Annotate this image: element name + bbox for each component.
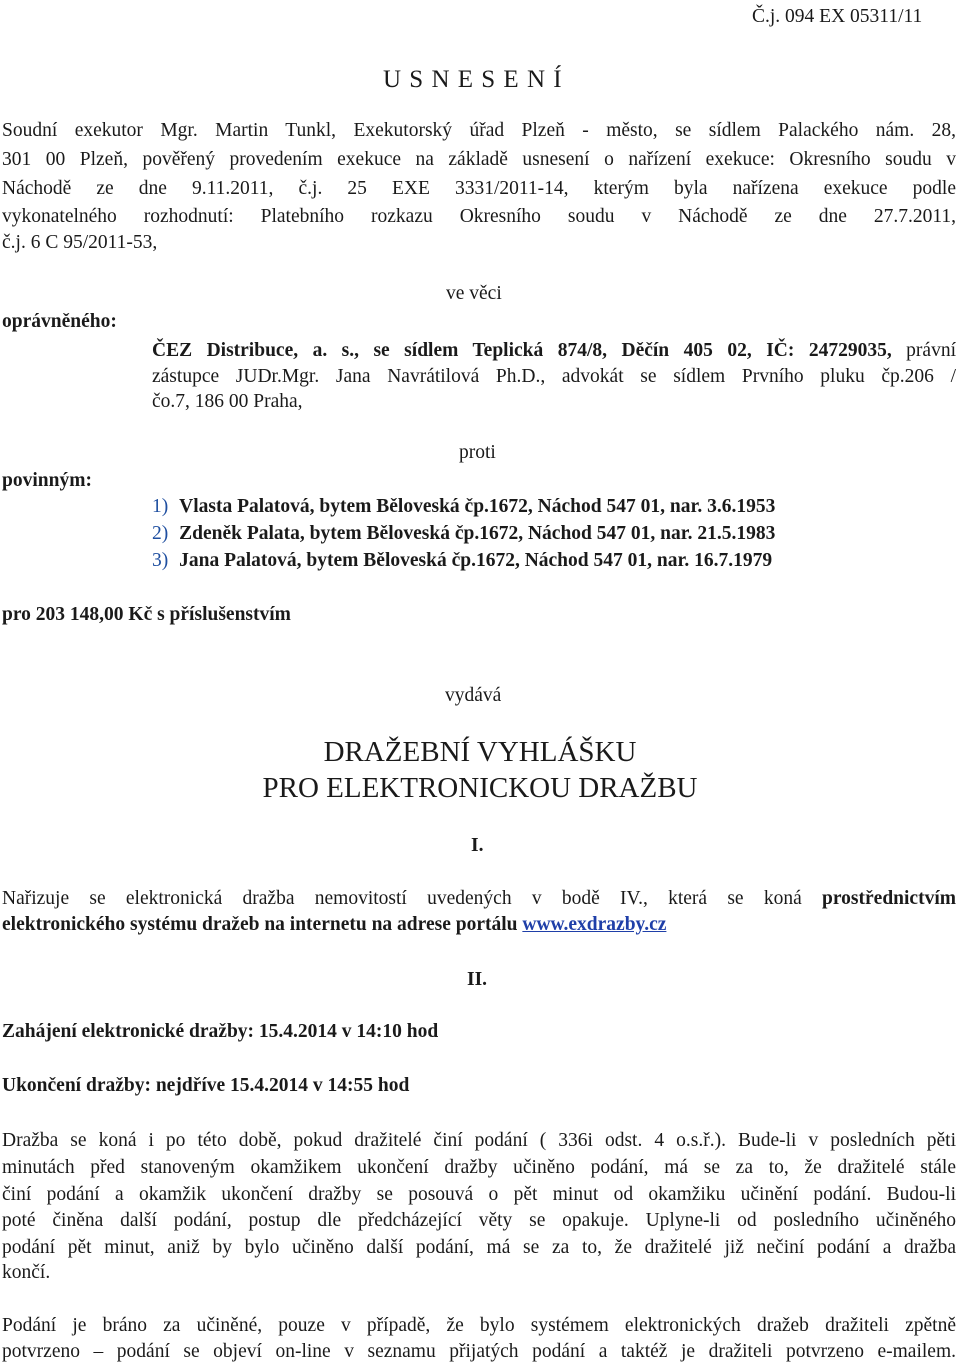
povinny-item-number: 2) [152, 523, 169, 544]
case-reference: Č.j. 094 EX 05311/11 [752, 6, 923, 27]
section-2-number: II. [467, 969, 488, 990]
povinny-item-2 [152, 523, 775, 545]
p1-line-5: podání pět minut, aniž by bylo učiněno další podání, má se za to, že dražitelé již nečiní podání a dražba [2, 1237, 956, 1258]
povinny-item-text: Vlasta Palatová, bytem Běloveská čp.1672, Náchod 547 01, nar. 3.6.1953 [179, 496, 776, 517]
p1-line-4: poté činěna další podání, postup dle předcházející věty se opakuje. Uplyne-li od posledního učiněného [2, 1210, 956, 1231]
povinny-item-number: 3) [152, 550, 169, 571]
p2-line-2: potvrzeno – podání se objeví on-line v seznamu přijatých podání a taktéž je dražiteli potvrzeno e-mailem. [2, 1341, 956, 1362]
main-heading-line-1: DRAŽEBNÍ VYHLÁŠKU [323, 736, 637, 768]
section-1-number: I. [471, 835, 484, 856]
povinny-item-text: Jana Palatová, bytem Běloveská čp.1672, Náchod 547 01, nar. 16.7.1979 [179, 550, 773, 571]
opravneny-line-1 [152, 338, 956, 364]
opravneny-name: ČEZ Distribuce, a. s., se sídlem Teplická 874/8, Děčín 405 02, IČ: 24729035, [152, 340, 892, 361]
main-heading-line-2: PRO ELEKTRONICKOU DRAŽBU [262, 772, 698, 804]
p1-line-1: Dražba se koná i po této době, pokud dražitelé činí podání ( 336i odst. 4 o.s.ř.). Bude-li v posledních pěti [2, 1130, 956, 1151]
auction-end: Ukončení dražby: nejdříve 15.4.2014 v 14:55 hod [2, 1075, 410, 1096]
povinny-item-number: 1) [152, 496, 169, 517]
intro-line-1: Soudní exekutor Mgr. Martin Tunkl, Exekutorský úřad Plzeň - město, se sídlem Palackého nám. 28, [2, 120, 956, 141]
vydava-label: vydává [445, 685, 502, 706]
auction-start: Zahájení elektronické dražby: 15.4.2014 v 14:10 hod [2, 1021, 439, 1042]
section-1-portal-text: elektronického systému dražeb na internetu na adrese portálu [2, 914, 523, 935]
povinny-item-3 [152, 550, 772, 572]
p1-line-3: činí podání a okamžik ukončení dražby se posouvá o pět minut od okamžiku učinění podání. Budou-li [2, 1184, 956, 1205]
intro-line-5: č.j. 6 C 95/2011-53, [2, 232, 158, 253]
opravneny-label: oprávněného: [2, 311, 117, 332]
opravneny-line-2: zástupce JUDr.Mgr. Jana Navrátilová Ph.D., advokát se sídlem Prvního pluku čp.206 / [152, 366, 956, 387]
claim-amount: pro 203 148,00 Kč s příslušenstvím [2, 604, 291, 625]
intro-line-3: Náchodě ze dne 9.11.2011, č.j. 25 EXE 3331/2011-14, kterým byla nařízena exekuce podle [2, 178, 956, 199]
section-1-line-2 [2, 914, 666, 936]
section-1-text: Nařizuje se elektronická dražba nemovitostí uvedených v bodě IV., která se koná [2, 888, 823, 909]
proti-label: proti [459, 442, 496, 463]
povinny-label: povinným: [2, 470, 92, 491]
exdrazby-link[interactable]: www.exdrazby.cz [522, 914, 667, 935]
povinny-item-1 [152, 496, 775, 518]
intro-line-2: 301 00 Plzeň, pověřený provedením exekuce na základě usnesení o nařízení exekuce: Okresního soudu v [2, 149, 956, 170]
opravneny-line-3: čo.7, 186 00 Praha, [152, 391, 303, 412]
document-title: U S N E S E N Í [383, 66, 563, 93]
povinny-item-text: Zdeněk Palata, bytem Běloveská čp.1672, Náchod 547 01, nar. 21.5.1983 [179, 523, 776, 544]
section-1-bold: prostřednictvím [822, 888, 956, 909]
ve-veci-label: ve věci [446, 283, 502, 304]
opravneny-rest: právní [891, 340, 956, 361]
p1-line-2: minutách před stanoveným okamžikem ukončení dražby učiněno podání, má se za to, že dražitelé stále [2, 1157, 956, 1178]
intro-line-4: vykonatelného rozhodnutí: Platebního rozkazu Okresního soudu v Náchodě ze dne 27.7.2011, [2, 206, 956, 227]
p1-line-6: končí. [2, 1262, 51, 1283]
section-1-line-1 [2, 886, 956, 912]
p2-line-1: Podání je bráno za učiněné, pouze v případě, že bylo systémem elektronických dražeb dražiteli zpětně [2, 1315, 956, 1336]
